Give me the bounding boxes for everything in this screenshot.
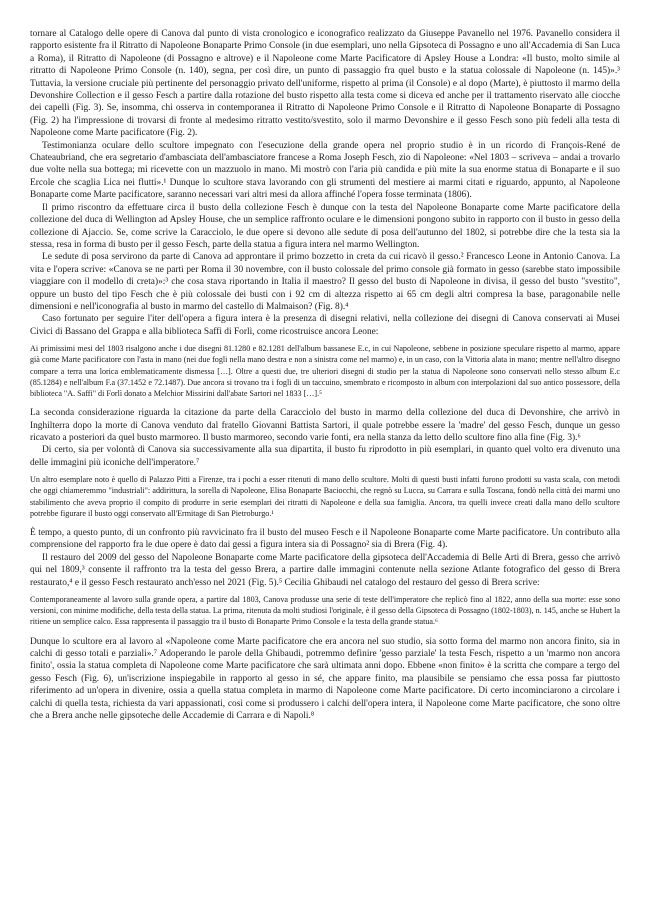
paragraph-spacer [30, 628, 620, 636]
body-paragraph: Di certo, sia per volontà di Canova sia successivamente alla sua dipartita, il busto fu riprodotto in più esemplari, in quanto quel volto era divenuto una delle immagini più iconiche dell'imperatore.⁷ [30, 445, 620, 468]
block-quote: Un altro esemplare noto è quello di Palazzo Pitti a Firenze, tra i pochi a esser ritenuti di mano dello scultore. Molti di questi busti infatti furono prodotti su vasta scala, con metodi che oggi chiameremmo "industriali": addirittura, la sorella di Napoleone, Elisa Bonaparte Baciocchi, che regnò su Lucca, su Carrara e sulla Toscana, fondò nella città dei marmi uno stabilimento che aveva proprio il compito di produrre in serie esemplari dei ritratti di Napoleone e della sua famiglia. Ancora, tra quelli invece creati dalla mano dello scultore potrebbe figurare il busto oggi conservato all'Ermitage di San Pietroburgo.¹ [30, 475, 620, 518]
body-paragraph: tornare al Catalogo delle opere di Canova dal punto di vista cronologico e iconografico realizzato da Giuseppe Pavanello nel 1976. Pavanello considera il rapporto esistente fra il Ritratto di Napoleone Bonaparte Primo Console (in due esemplari, uno nella Gipsoteca di Possagno e uno all'Accademia di San Luca a Roma), il Ritratto di Napoleone (di Possagno e altrove) e il Napoleone come Marte Pacificatore di Apsley House a Londra: «Il busto, molto simile al ritratto di Napoleone Primo Console (n. 140), segna, per così dire, un punto di passaggio fra quel busto e la statua colossale di Napoleone (n. 145)».³ Tuttavia, la versione cruciale più pertinente del personaggio privato dell'uniforme, rispetto al prima (il Console) e al dopo (Marte), è piuttosto il marmo della Devonshire Collection e il gesso Fesch a partire dalla rotazione del busto rispetto alla testa come si diceva ed anche per il trattamento riservato alle ciocche dei capelli (Fig. 3). Se, insomma, chi osserva in contemporanea il Ritratto di Napoleone Primo Console e il Ritratto di Napoleone Bonaparte di Possagno (Fig. 2) ha l'impressione di trovarsi di fronte al medesimo ritratto vestito/svestito, solo il marmo Devonshire e il gesso Fesch sono più fedeli alla testa di Napoleone come Marte pacificatore (Fig. 2). [30, 29, 620, 139]
body-paragraph: È tempo, a questo punto, di un confronto più ravvicinato fra il busto del museo Fesch e il Napoleone Bonaparte come Marte pacificatore. Un contributo alla comprensione del rapporto fra le due opere è dato dai gessi a figura intera sia di Possagno² sia di Brera (Fig. 4). [30, 528, 620, 551]
paragraph-spacer [30, 399, 620, 407]
body-paragraph: Dunque lo scultore era al lavoro al «Napoleone come Marte pacificatore che era ancora nel suo studio, sia sotto forma del marmo non ancora finito, sia in calchi di gesso totali e parziali».⁷ Adoperando le parole della Ghibaudi, potremmo definire 'gesso parziale' la testa Fesch, rispetto a un 'marmo non ancora finito', ossia la statua completa di Napoleone come Marte pacificatore che sarà ultimata anni dopo. Ebbene «non finito» è la scritta che compare a tergo del gesso Fesch (Fig. 6), un'iscrizione inspiegabile in rapporto al gesso in sé, che appare finito, ma plausibile se pensiamo che essa possa far piuttosto riferimento ad un'opera in divenire, ossia a quella statua completa in marmo di Napoleone come Marte pacificatore. Di certo incominciarono a circolare i calchi di quella testa, richiesta da vari appassionati, così come si produssero i calchi dell'opera intera, il Napoleone come Marte pacificatore, che sono oltre che a Brera anche nelle gipsoteche delle Accademie di Carrara e di Napoli.⁸ [30, 636, 620, 722]
body-paragraph: Testimonianza oculare dello scultore impegnato con l'esecuzione della grande opera nel proprio studio è in un ricordo di François-René de Chateaubriand, che era segretario d'ambasciata dell'ambasciatore francese a Roma Joseph Fesch, zio di Napoleone: «Nel 1803 – scriveva – andai a trovarlo due volte nella sua bottega; mi ricevette con un mazzuolo in mano. Mi mostrò con l'aria più candida e più mite la sua enorme statua di Bonaparte e il suo Ercole che scaglia Lica nei flutti».¹ Dunque lo scultore stava lavorando con gli strumenti del mestiere ai marmi citati e riguardo, appunto, al Napoleone Bonaparte come Marte pacificatore, saranno necessari vari altri mesi da allora affinché l'opera fosse terminata (1806). [30, 140, 620, 201]
paragraph-spacer [30, 519, 620, 527]
body-paragraph: Caso fortunato per seguire l'iter dell'opera a figura intera è la presenza di disegni relativi, nella collezione dei disegni di Canova conservati ai Musei Civici di Bassano del Grappa e alla biblioteca Saffi di Forlì, come ricostruisce ancora Leone: [30, 314, 620, 337]
body-paragraph: Le sedute di posa servirono da parte di Canova ad approntare il primo bozzetto in creta da cui ricavò il gesso.² Francesco Leone in Antonio Canova. La vita e l'opera scrive: «Canova se ne partì per Roma il 30 novembre, con il busto colossale del primo console già formato in gesso (sarebbe stato impossibile viaggiare con il modello di creta)»:³ che cosa stava riportando in Italia il maestro? Il gesso del busto di Napoleone in divisa, il gesso del busto "svestito", oppure un busto del tipo Fesch che è più colossale dei busti con i 92 cm di altezza rispetto ai 65 cm degli altri compresa la base, paragonabile nelle dimensioni e nell'iconografia al busto in marmo del castello di Malmaison? (Fig. 8).⁴ [30, 252, 620, 312]
block-quote: Contemporaneamente al lavoro sulla grande opera, a partire dal 1803, Canova produsse una serie di teste dell'imperatore che replicò fino al 1822, anno della sua morte: esse sono versioni, con minime modifiche, della testa della statua. La prima, ritenuta da molti studiosi l'originale, è il gesso della Gipsoteca di Possagno (1802-1803), n. 145, anche se Hubert la ritiene un semplice calco. Essa rappresenta il passaggio tra il busto di Bonaparte Primo Console e la testa della grande statua.⁶ [30, 595, 620, 627]
body-paragraph: La seconda considerazione riguarda la citazione da parte della Caracciolo del busto in marmo della collezione del duca di Devonshire, che arrivò in Inghilterra dopo la morte di Canova venduto dal fratello Giovanni Battista Sartori, il quale potrebbe essere la 'madre' del gesso Fesch, dunque un gesso ricavato a posteriori da quel busto marmoreo. Il busto marmoreo, secondo varie fonti, era nella stanza da letto dello scultore fino alla fine (Fig. 3).⁶ [30, 408, 620, 443]
body-paragraph: Il restauro del 2009 del gesso del Napoleone Bonaparte come Marte pacificatore della gipsoteca dell'Accademia di Belle Arti di Brera, gesso che arrivò qui nel 1809,³ consente il raffronto tra la testa del gesso Brera, a partire dalle immagini contenute nella sezione Atlante fotografico del gesso di Brera restaurato,⁴ e il gesso Fesch restaurato anch'esso nel 2021 (Fig. 5).⁵ Cecilia Ghibaudi nel catalogo del restauro del gesso di Brera scrive: [30, 552, 620, 588]
body-paragraph: Il primo riscontro da effettuare circa il busto della collezione Fesch è dunque con la testa del Napoleone Bonaparte come Marte pacificatore della collezione del duca di Wellington ad Apsley House, che un semplice raffronto oculare e le dimensioni pongono subito in rapporto con il busto in gesso della collezione di Ajaccio. Se, come scrive la Caracciolo, le due opere si devono alle sedute di posa dell'autunno del 1802, si potrebbe dire che la testa sia la stessa, resa in forma di busto per il gesso Fesch, parte della statua a figura intera nel marmo Wellington. [30, 202, 620, 250]
block-quote: Ai primissimi mesi del 1803 risalgono anche i due disegni 81.1280 e 82.1281 dell'album bassanese E.c, in cui Napoleone, sebbene in posizione speculare rispetto al marmo, appare già come Marte pacificatore con l'asta in mano (nei due fogli nella mano destra e non a sinistra come nel marmo) e, in un caso, con la Vittoria alata in mano; mentre nell'altro disegno compare a terra una lorica emblematicamente dismessa […]. Oltre a questi due, tre ulteriori disegni di studio per la statua di Napoleone sono conservati nello stesso album E.c (85.1284) e nell'album F.a (37.1452 e 72.1487). Due ancora si trovano tra i fogli di un taccuino, smembrato e ricomposto in album con interpolazioni dal suo antico possessore, della biblioteca "A. Saffi" di Forlì donato a Melchior Missirini dall'abate Sartori nel 1833 […].⁵ [30, 344, 620, 398]
